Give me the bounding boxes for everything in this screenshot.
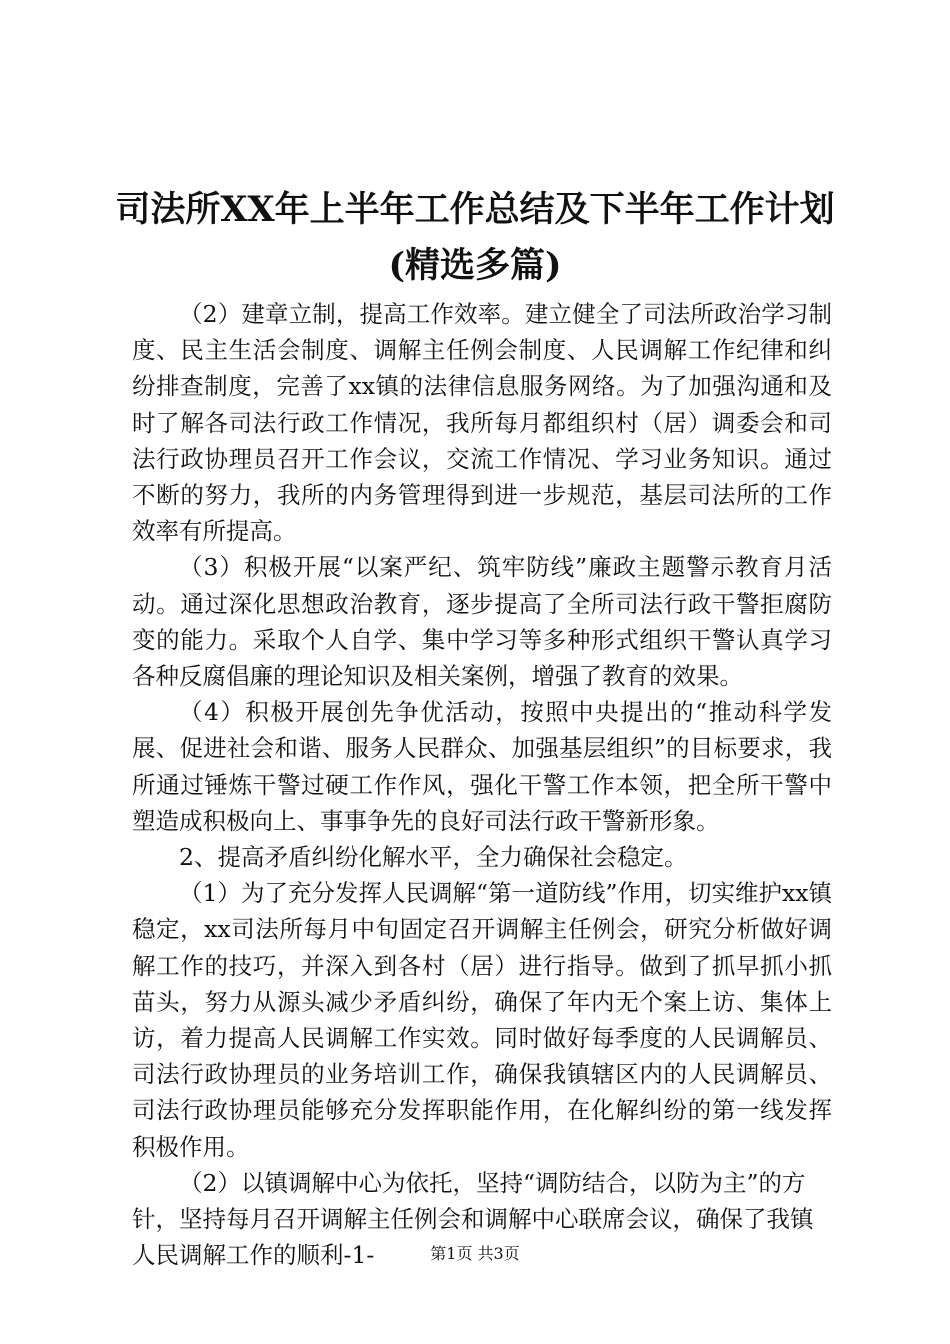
paragraph-2-regulations: （2）建章立制，提高工作效率。建立健全了司法所政治学习制度、民主生活会制度、调解主任例会制度、人民调解工作纪律和纠纷排查制度，完善了xx镇的法律信息服务网络。为了加强沟通和及时了解各司法行政工作情况，我所每月都组织村（居）调委会和司法行政协理员召开工作会议，交流工作情况、学习业务知识。通过不断的努力，我所的内务管理得到进一步规范，基层司法所的工作效率有所提高。 bbox=[132, 300, 832, 546]
section-heading-dispute-resolution: 2、提高矛盾纠纷化解水平，全力确保社会稳定。 bbox=[179, 843, 688, 872]
paragraph-1-mediation: （1）为了充分发挥人民调解“第一道防线”作用，切实维护xx镇稳定，xx司法所每月中旬固定召开调解主任例会，研究分析做好调解工作的技巧，并深入到各村（居）进行指导。做到了抓早抓小抓苗头，努力从源头减少矛盾纠纷，确保了年内无个案上访、集体上访，着力提高人民调解工作实效。同时做好每季度的人民调解员、司法行政协理员的业务培训工作，确保我镇辖区内的人民调解员、司法行政协理员能够充分发挥职能作用，在化解纠纷的第一线发挥积极作用。 bbox=[132, 879, 832, 1161]
paragraph-4-excellence-activity: （4）积极开展创先争优活动，按照中央提出的“推动科学发展、促进社会和谐、服务人民群众、加强基层组织”的目标要求，我所通过锤炼干警过硬工作作风，强化干警工作本领，把全所干警中塑造成积极向上、事事争先的良好司法行政干警新形象。 bbox=[132, 698, 832, 835]
page-footer: 第1页 共3页 bbox=[430, 1244, 520, 1263]
document-body bbox=[132, 296, 832, 1273]
paragraph-3-integrity-education: （3）积极开展“以案严纪、筑牢防线”廉政主题警示教育月活动。通过深化思想政治教育，逐步提高了全所司法行政干警拒腐防变的能力。采取个人自学、集中学习等多种形式组织干警认真学习各种反腐倡廉的理论知识及相关案例，增强了教育的效果。 bbox=[132, 553, 832, 691]
document-title: 司法所XX年上半年工作总结及下半年工作计划(精选多篇) bbox=[115, 189, 835, 286]
paragraph-2-mediation-center: （2）以镇调解中心为依托，坚持“调防结合，以防为主”的方针，坚持每月召开调解主任例会和调解中心联席会议，确保了我镇人民调解工作的顺利-1- bbox=[132, 1168, 814, 1270]
